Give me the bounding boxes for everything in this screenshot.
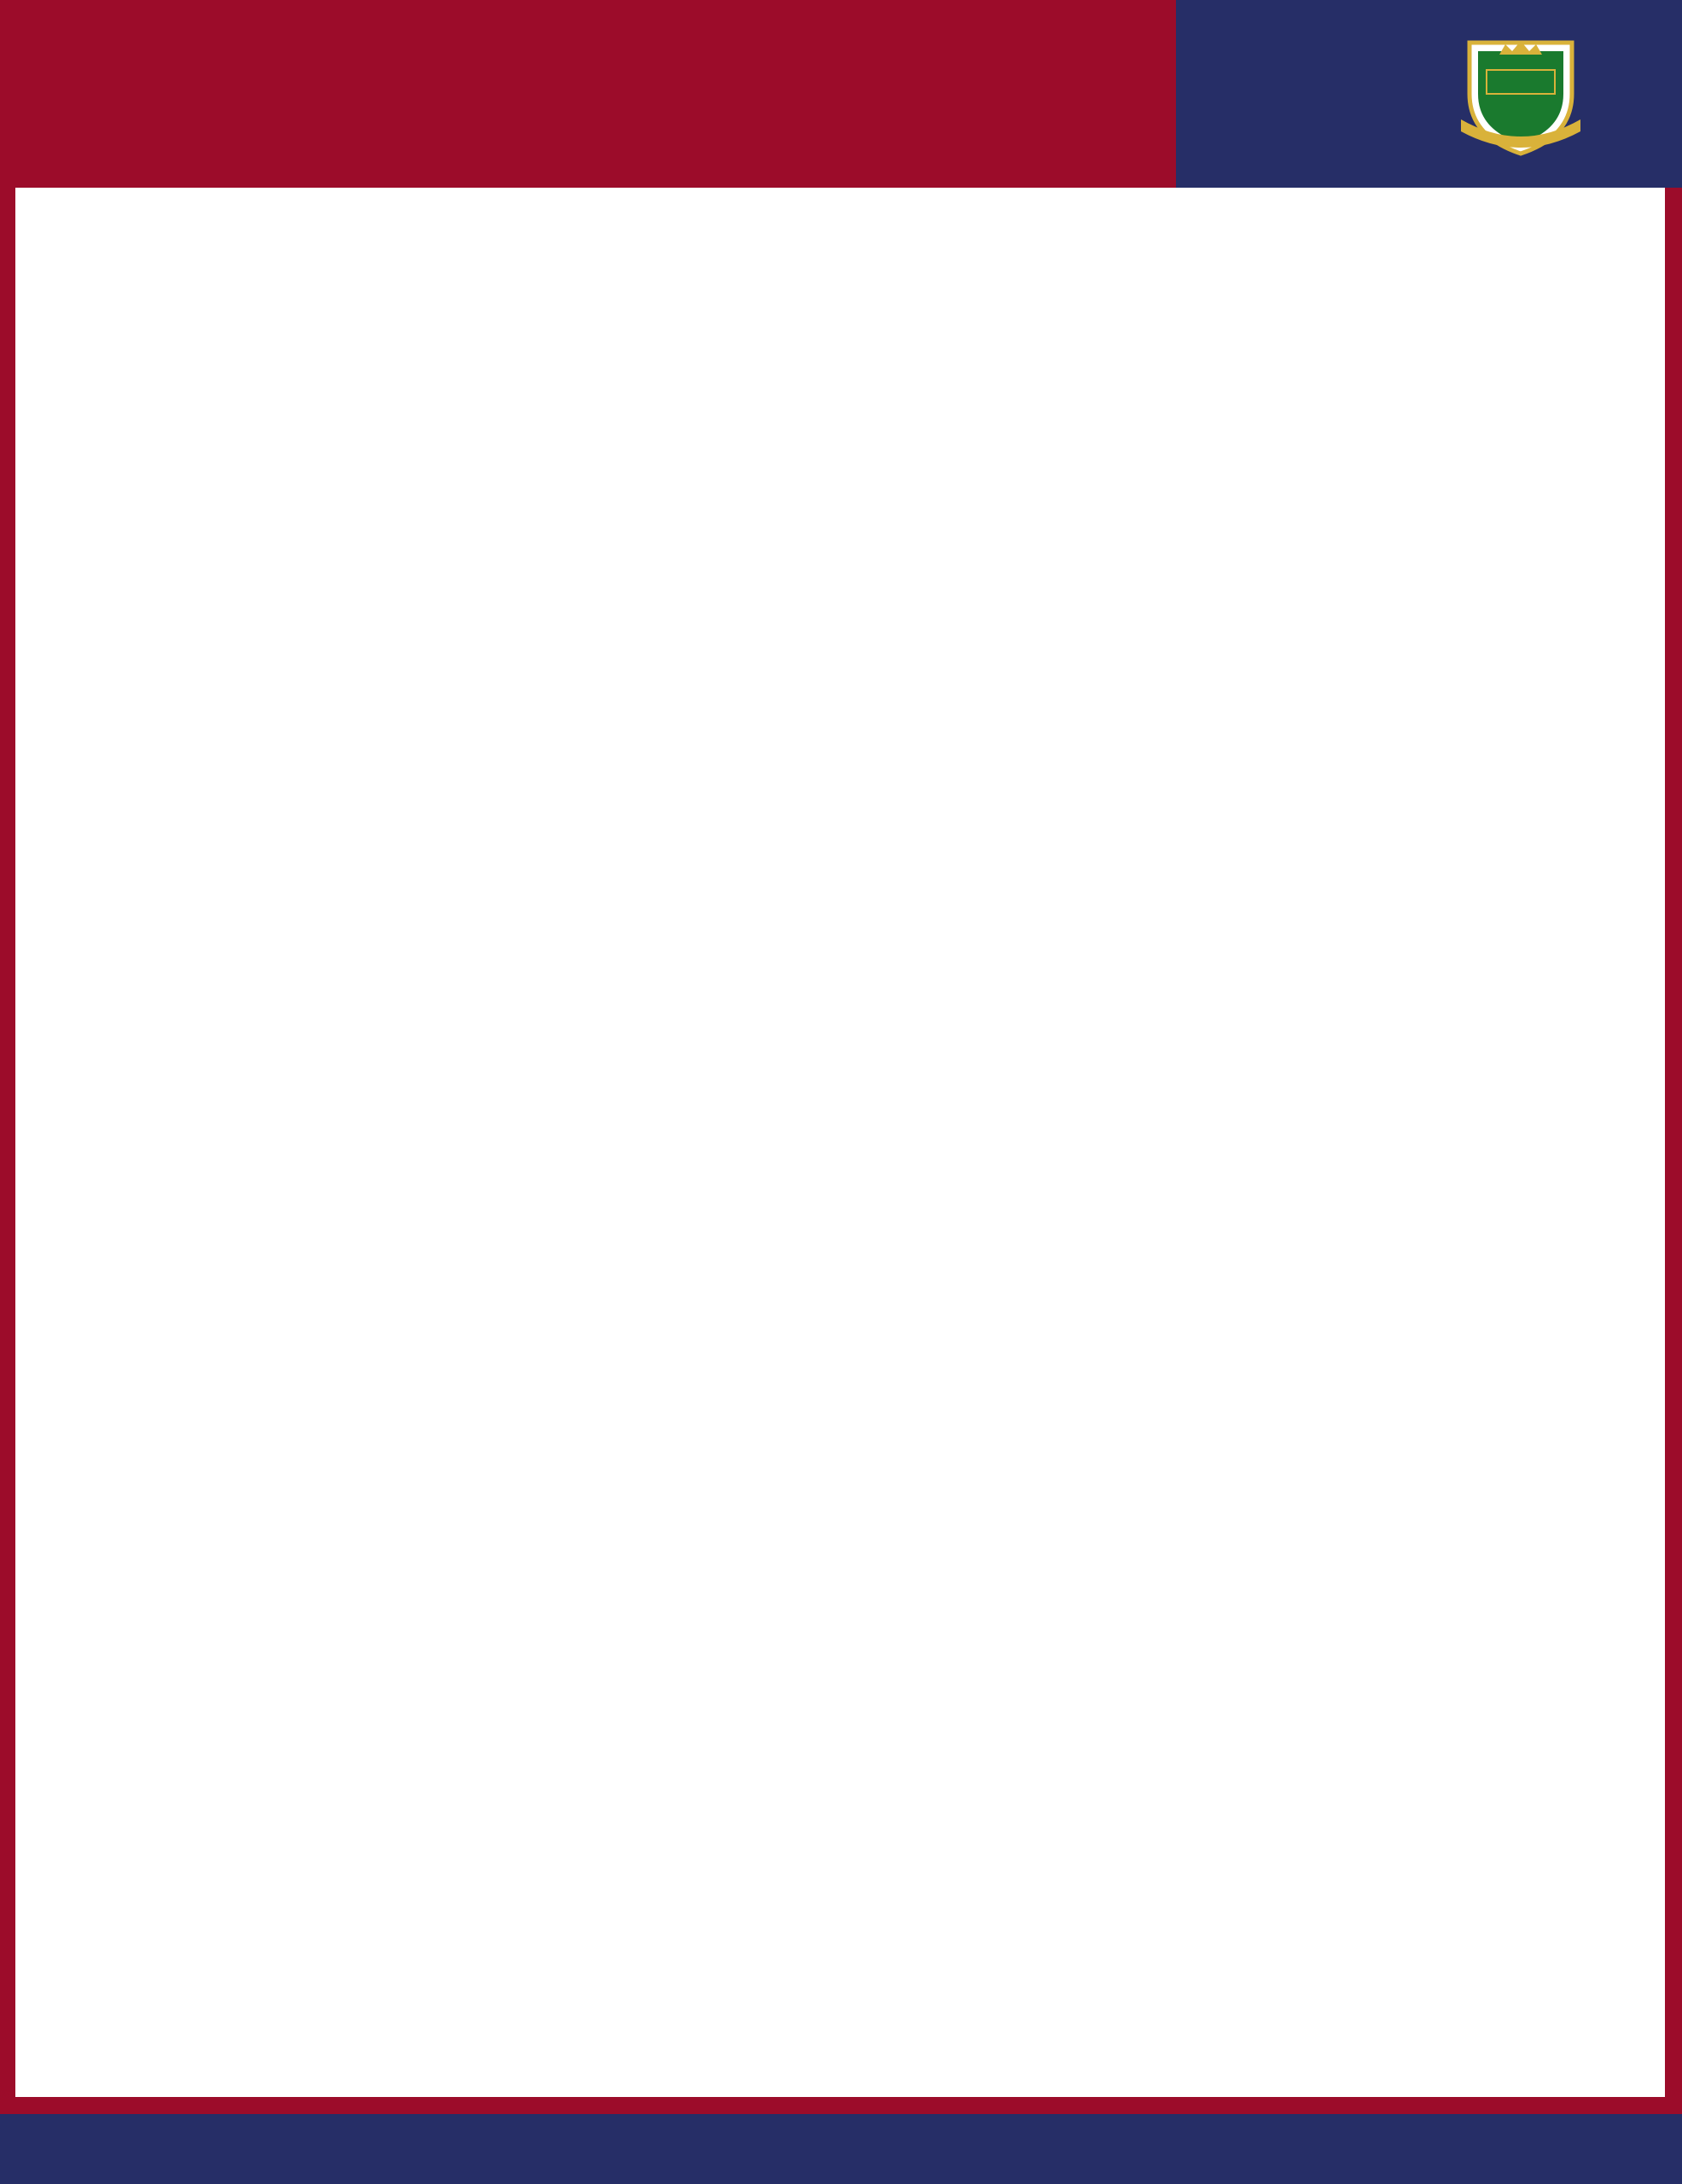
pim-logo	[1452, 26, 1589, 162]
fee-table	[61, 215, 1616, 2088]
header-logo-band	[1176, 0, 1682, 188]
footer-tagline	[0, 2114, 1682, 2184]
header-band	[0, 0, 1176, 188]
